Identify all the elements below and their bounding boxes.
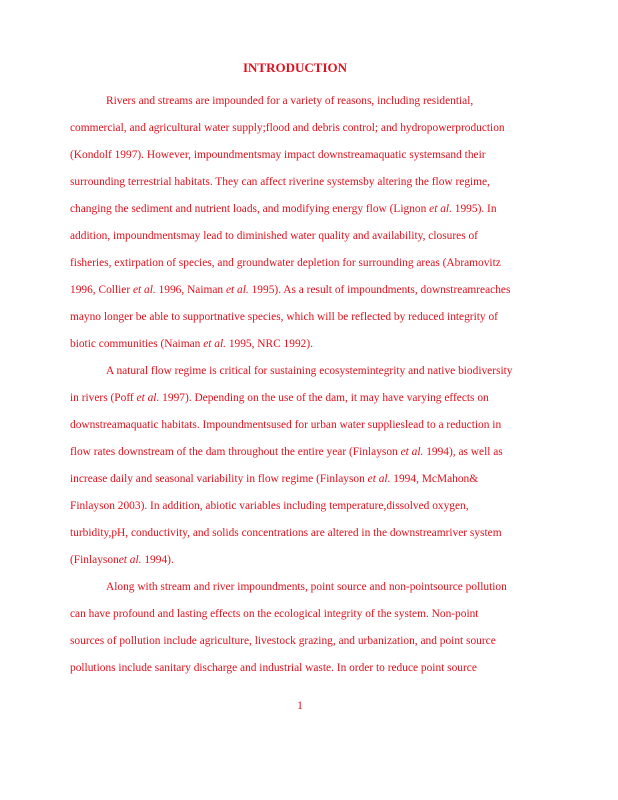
text-line: turbidity,pH, conductivity, and solids concentrations are altered in the downstreamriver system	[70, 527, 502, 539]
text-line: pollutions include sanitary discharge and industrial waste. In order to reduce point source	[70, 662, 477, 674]
text-line: (Kondolf 1997). However, impoundmentsmay impact downstreamaquatic systemsand their	[70, 149, 486, 161]
text-line: A natural flow regime is critical for sustaining ecosystemintegrity and native biodiversity	[106, 365, 513, 377]
text-line: fisheries, extirpation of species, and groundwater depletion for surrounding areas (Abramovitz	[70, 257, 501, 269]
text-line: surrounding terrestrial habitats. They can affect riverine systemsby altering the flow regime,	[70, 176, 490, 188]
text-line: mayno longer be able to supportnative species, which will be reflected by reduced integrity of	[70, 311, 498, 323]
text-line: can have profound and lasting effects on the ecological integrity of the system. Non-point	[70, 608, 479, 620]
text-line: Finlayson 2003). In addition, abiotic variables including temperature,dissolved oxygen,	[70, 500, 469, 512]
text-line: downstreamaquatic habitats. Impoundmentsused for urban water supplieslead to a reduction in	[70, 419, 502, 431]
text-line: flow rates downstream of the dam throughout the entire year (Finlayson et al. 1994), as well as	[70, 446, 503, 458]
text-line: increase daily and seasonal variability in flow regime (Finlayson et al. 1994, McMahon&	[70, 473, 479, 485]
text-line: sources of pollution include agriculture, livestock grazing, and urbanization, and point source	[70, 635, 496, 647]
text-line: 1996, Collier et al. 1996, Naiman et al. 1995). As a result of impoundments, downstreamreaches	[70, 284, 511, 296]
text-line: addition, impoundmentsmay lead to diminished water quality and availability, closures of	[70, 230, 478, 242]
text-line: Rivers and streams are impounded for a variety of reasons, including residential,	[106, 95, 474, 107]
text-line: commercial, and agricultural water supply;flood and debris control; and hydropowerproduction	[70, 122, 505, 134]
text-line: biotic communities (Naiman et al. 1995, NRC 1992).	[70, 338, 313, 350]
page-number: 1	[297, 700, 303, 712]
text-line: in rivers (Poff et al. 1997). Depending on the use of the dam, it may have varying effects on	[70, 392, 489, 404]
text-line: (Finlaysonet al. 1994).	[70, 554, 174, 566]
text-line: changing the sediment and nutrient loads, and modifying energy flow (Lignon et al. 1995). In	[70, 203, 497, 215]
page-title: INTRODUCTION	[242, 60, 347, 75]
text-line: Along with stream and river impoundments, point source and non-pointsource pollution	[106, 581, 507, 593]
